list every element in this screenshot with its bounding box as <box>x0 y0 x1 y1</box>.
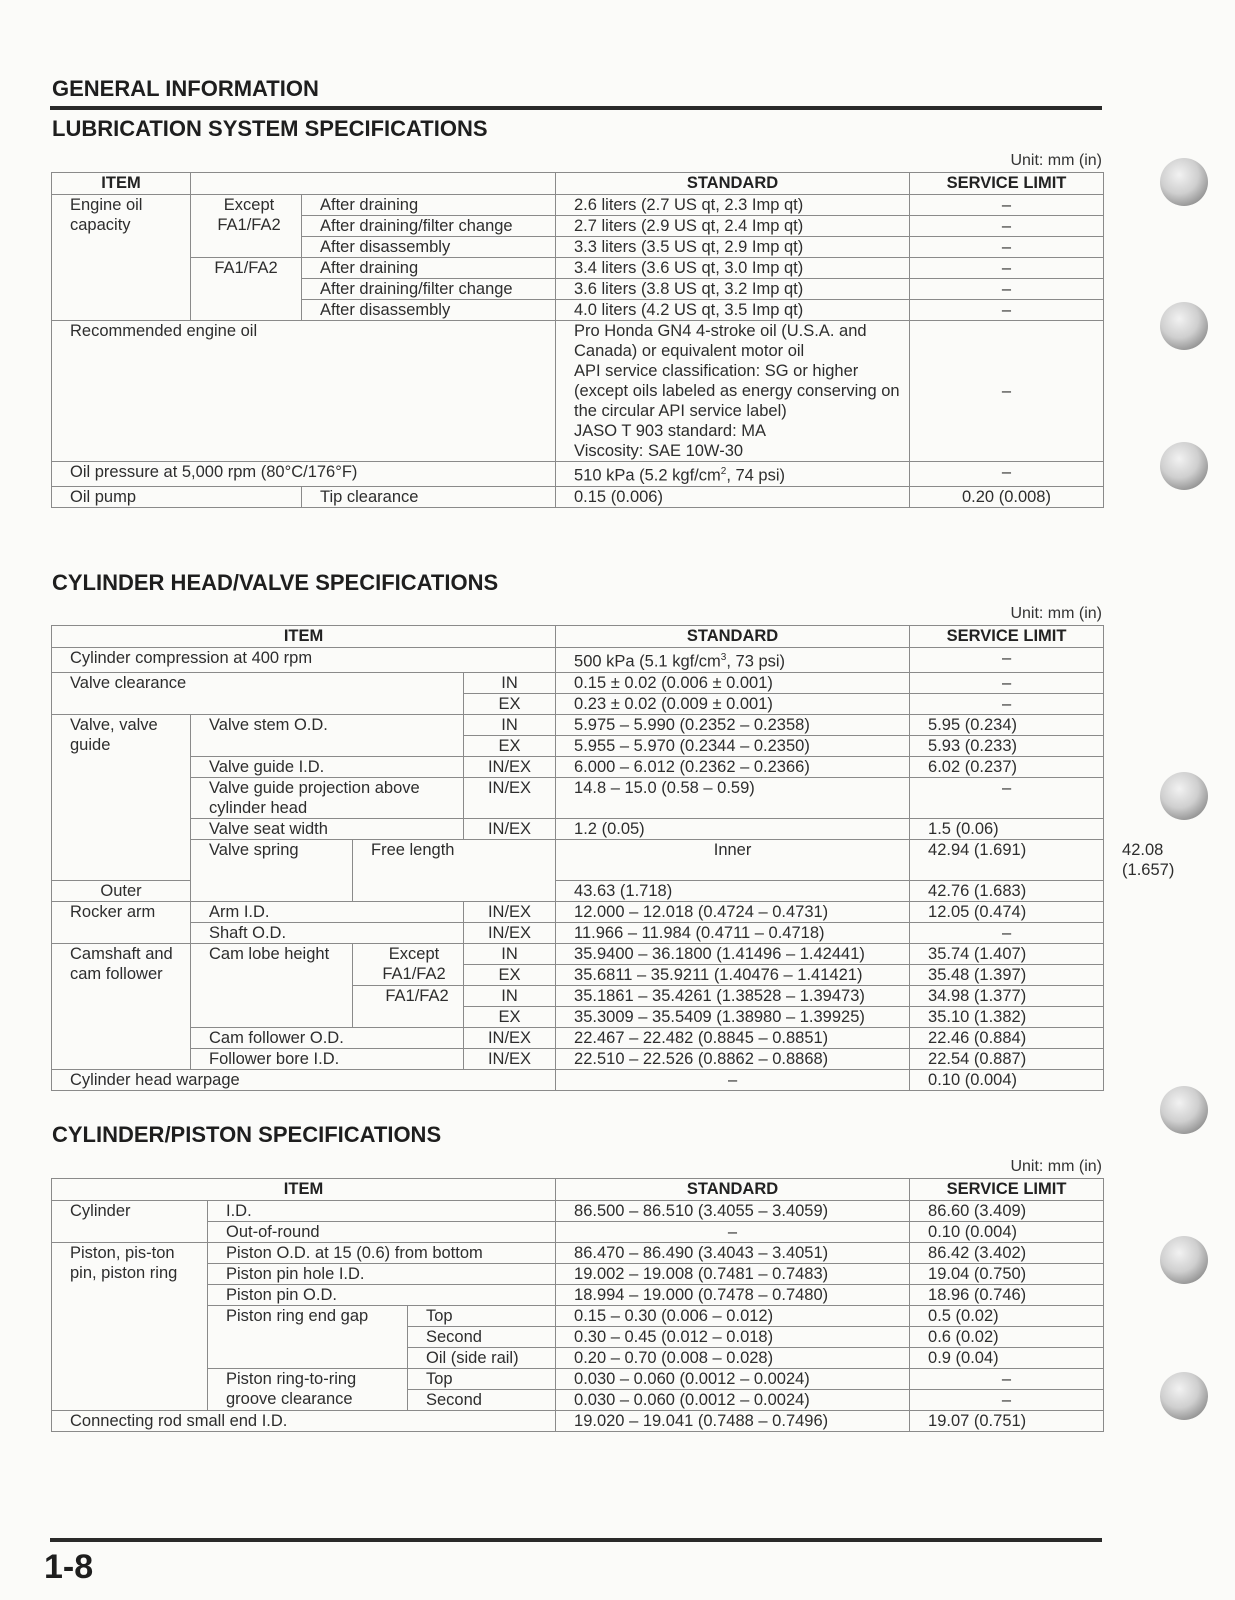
standard-cell: 86.470 – 86.490 (3.4043 – 3.4051) <box>556 1243 910 1264</box>
limit-cell: – <box>910 300 1104 321</box>
condition-cell: After draining <box>302 195 556 216</box>
standard-cell: 0.23 ± 0.02 (0.009 ± 0.001) <box>556 693 910 714</box>
standard-cell: 0.30 – 0.45 (0.012 – 0.018) <box>556 1327 910 1348</box>
limit-cell: 35.10 (1.382) <box>910 1006 1104 1027</box>
item-label: Connecting rod small end I.D. <box>52 1411 556 1432</box>
direction-cell: IN/EX <box>464 818 556 839</box>
table-row <box>52 1201 1104 1222</box>
subitem-label: Piston ring-to-ring groove clearance <box>208 1369 408 1411</box>
binder-hole-2 <box>1160 302 1208 350</box>
subitem-label: Piston pin hole I.D. <box>208 1264 556 1285</box>
standard-cell: 0.15 ± 0.02 (0.006 ± 0.001) <box>556 672 910 693</box>
direction-cell: Inner <box>556 839 910 880</box>
item-label: Cylinder compression at 400 rpm <box>52 648 556 673</box>
limit-cell: 5.95 (0.234) <box>910 714 1104 735</box>
standard-cell: 35.1861 – 35.4261 (1.38528 – 1.39473) <box>556 985 910 1006</box>
item-label: Rocker arm <box>52 901 191 943</box>
limit-cell: 0.5 (0.02) <box>910 1306 1104 1327</box>
standard-cell: 2.6 liters (2.7 US qt, 2.3 Imp qt) <box>556 195 910 216</box>
standard-cell: 3.6 liters (3.8 US qt, 3.2 Imp qt) <box>556 279 910 300</box>
limit-cell: 0.20 (0.008) <box>910 486 1104 507</box>
table-row <box>52 1285 1104 1306</box>
standard-cell <box>556 648 910 673</box>
binder-hole-4 <box>1160 772 1208 820</box>
standard-text: , 74 psi) <box>726 466 786 485</box>
limit-cell: 42.76 (1.683) <box>910 880 1104 901</box>
standard-cell: 11.966 – 11.984 (0.4711 – 0.4718) <box>556 922 910 943</box>
lubrication-title: LUBRICATION SYSTEM SPECIFICATIONS <box>52 116 488 141</box>
limit-cell: – <box>910 216 1104 237</box>
limit-cell: 22.46 (0.884) <box>910 1027 1104 1048</box>
subitem-label: Follower bore I.D. <box>191 1048 464 1069</box>
item-label: Camshaft and cam follower <box>52 943 191 1069</box>
standard-cell: 3.4 liters (3.6 US qt, 3.0 Imp qt) <box>556 258 910 279</box>
header-rule <box>50 106 1102 110</box>
table-row <box>52 714 1104 735</box>
footer-rule <box>50 1538 1102 1542</box>
table-header-row <box>52 626 1104 648</box>
page-header: GENERAL INFORMATION <box>52 76 319 101</box>
subitem-label: Cam lobe height <box>191 943 353 1027</box>
standard-cell: 3.3 liters (3.5 US qt, 2.9 Imp qt) <box>556 237 910 258</box>
lubrication-unit: Unit: mm (in) <box>1010 152 1102 169</box>
subitem-label: Cam follower O.D. <box>191 1027 464 1048</box>
recommended-oil-label: Recommended engine oil <box>52 321 556 462</box>
binder-hole-1 <box>1160 158 1208 206</box>
standard-cell: 6.000 – 6.012 (0.2362 – 0.2366) <box>556 756 910 777</box>
oil-pressure-standard <box>556 462 910 487</box>
standard-cell: 2.7 liters (2.9 US qt, 2.4 Imp qt) <box>556 216 910 237</box>
limit-cell: – <box>910 195 1104 216</box>
direction-cell: IN/EX <box>464 922 556 943</box>
binder-hole-7 <box>1160 1372 1208 1420</box>
limit-cell: 6.02 (0.237) <box>910 756 1104 777</box>
table-header-row <box>52 1179 1104 1201</box>
limit-cell: – <box>910 279 1104 300</box>
direction-cell: EX <box>464 1006 556 1027</box>
cylinder-head-title: CYLINDER HEAD/VALVE SPECIFICATIONS <box>52 570 499 595</box>
col-item: ITEM <box>52 1179 556 1201</box>
oil-pressure-label: Oil pressure at 5,000 rpm (80°C/176°F) <box>52 462 556 487</box>
table-row <box>52 321 1104 462</box>
table-row <box>52 756 1104 777</box>
recommended-oil-standard: Pro Honda GN4 4-stroke oil (U.S.A. and Canada) or equivalent motor oil API service classification: SG or higher (except oils labeled as energy conserving on the circular API service label) JASO T 903 standard: MA Viscosity: SAE 10W-30 <box>556 321 910 462</box>
table-row <box>52 1264 1104 1285</box>
limit-cell: – <box>910 672 1104 693</box>
ring-cell: Oil (side rail) <box>408 1348 556 1369</box>
cylinder-head-unit: Unit: mm (in) <box>1010 605 1102 622</box>
condition-cell: After draining/filter change <box>302 279 556 300</box>
limit-cell: 22.54 (0.887) <box>910 1048 1104 1069</box>
standard-cell: 0.15 (0.006) <box>556 486 910 507</box>
col-service-limit: SERVICE LIMIT <box>910 1179 1104 1201</box>
ring-cell: Top <box>408 1369 556 1390</box>
limit-cell: – <box>910 1390 1104 1411</box>
table-row <box>52 1306 1104 1327</box>
item-label: Cylinder <box>52 1201 208 1243</box>
item-label: Valve, valve guide <box>52 714 191 880</box>
standard-cell: 0.030 – 0.060 (0.0012 – 0.0024) <box>556 1390 910 1411</box>
limit-cell: 34.98 (1.377) <box>910 985 1104 1006</box>
direction-cell: IN/EX <box>464 1048 556 1069</box>
subitem-label: Piston ring end gap <box>208 1306 408 1369</box>
standard-text: , 73 psi) <box>726 652 786 671</box>
limit-cell: – <box>910 693 1104 714</box>
limit-cell: 35.74 (1.407) <box>910 943 1104 964</box>
item-label: Valve spring <box>191 839 353 901</box>
limit-cell: 86.42 (3.402) <box>910 1243 1104 1264</box>
subitem-label: I.D. <box>208 1201 556 1222</box>
table-row <box>52 648 1104 673</box>
subitem-label: Valve guide projection above cylinder head <box>191 777 464 818</box>
limit-cell: – <box>910 258 1104 279</box>
subitem-label: Valve stem O.D. <box>191 714 464 756</box>
condition-cell: After disassembly <box>302 300 556 321</box>
item-label: Piston, pis-ton pin, piston ring <box>52 1243 208 1411</box>
limit-cell: 18.96 (0.746) <box>910 1285 1104 1306</box>
table-row <box>52 1069 1104 1090</box>
cylinder-piston-title: CYLINDER/PISTON SPECIFICATIONS <box>52 1122 442 1147</box>
table-row <box>52 462 1104 487</box>
direction-cell: Outer <box>52 880 191 901</box>
table-row <box>52 672 1104 693</box>
limit-cell: 19.07 (0.751) <box>910 1411 1104 1432</box>
direction-cell: IN/EX <box>464 1027 556 1048</box>
direction-cell: IN <box>464 714 556 735</box>
binder-hole-5 <box>1160 1086 1208 1134</box>
standard-cell: 22.510 – 22.526 (0.8862 – 0.8868) <box>556 1048 910 1069</box>
direction-cell: IN/EX <box>464 777 556 818</box>
superscript: 2 <box>720 466 727 477</box>
condition-cell: After draining <box>302 258 556 279</box>
table-row <box>52 901 1104 922</box>
standard-cell: 35.6811 – 35.9211 (1.40476 – 1.41421) <box>556 964 910 985</box>
limit-cell: – <box>910 462 1104 487</box>
col-item: ITEM <box>52 173 191 195</box>
limit-cell: 0.10 (0.004) <box>910 1222 1104 1243</box>
table-row <box>52 1027 1104 1048</box>
subitem-label: Valve seat width <box>191 818 464 839</box>
standard-cell: 43.63 (1.718) <box>556 880 910 901</box>
standard-cell: 42.94 (1.691) <box>910 839 1104 880</box>
subitem-label: Arm I.D. <box>191 901 464 922</box>
direction-cell: IN <box>464 672 556 693</box>
limit-cell: – <box>910 321 1104 462</box>
binder-hole-3 <box>1160 442 1208 490</box>
direction-cell: IN/EX <box>464 756 556 777</box>
standard-cell: 1.2 (0.05) <box>556 818 910 839</box>
col-standard: STANDARD <box>556 626 910 648</box>
standard-cell: 5.975 – 5.990 (0.2352 – 0.2358) <box>556 714 910 735</box>
direction-cell: IN/EX <box>464 901 556 922</box>
table-row: Valve spring Free length Inner 42.94 (1.691) 42.08 (1.657) <box>52 839 1104 880</box>
direction-cell: EX <box>464 693 556 714</box>
standard-cell: 12.000 – 12.018 (0.4724 – 0.4731) <box>556 901 910 922</box>
col-item: ITEM <box>52 626 556 648</box>
limit-cell: – <box>910 777 1104 818</box>
standard-cell: 35.3009 – 35.5409 (1.38980 – 1.39925) <box>556 1006 910 1027</box>
superscript: 3 <box>720 652 727 663</box>
direction-cell: IN <box>464 943 556 964</box>
oil-pump-label: Oil pump <box>52 486 302 507</box>
direction-cell: EX <box>464 964 556 985</box>
subitem-label: Piston O.D. at 15 (0.6) from bottom <box>208 1243 556 1264</box>
col-standard: STANDARD <box>556 173 910 195</box>
cylinder-piston-table <box>51 1178 1104 1432</box>
variant-label: FA1/FA2 <box>353 985 464 1027</box>
subitem-label: Shaft O.D. <box>191 922 464 943</box>
standard-cell: 5.955 – 5.970 (0.2344 – 0.2350) <box>556 735 910 756</box>
standard-cell: 14.8 – 15.0 (0.58 – 0.59) <box>556 777 910 818</box>
page-number: 1-8 <box>44 1548 94 1586</box>
ring-cell: Second <box>408 1390 556 1411</box>
standard-cell: 0.15 – 0.30 (0.006 – 0.012) <box>556 1306 910 1327</box>
standard-cell: 0.20 – 0.70 (0.008 – 0.028) <box>556 1348 910 1369</box>
standard-cell: 4.0 liters (4.2 US qt, 3.5 Imp qt) <box>556 300 910 321</box>
limit-cell: – <box>910 648 1104 673</box>
item-label: Valve clearance <box>52 672 464 714</box>
table-row <box>52 258 1104 279</box>
item-label: Cylinder head warpage <box>52 1069 556 1090</box>
table-row <box>52 1222 1104 1243</box>
subitem-label: Out-of-round <box>208 1222 556 1243</box>
standard-cell: 18.994 – 19.000 (0.7478 – 0.7480) <box>556 1285 910 1306</box>
direction-cell: EX <box>464 735 556 756</box>
subitem-label: Valve guide I.D. <box>191 756 464 777</box>
table-row <box>52 1243 1104 1264</box>
table-row <box>52 818 1104 839</box>
col-service-limit: SERVICE LIMIT <box>910 626 1104 648</box>
standard-text: 500 kPa (5.1 kgf/cm <box>574 652 721 671</box>
table-row <box>52 1411 1104 1432</box>
variant-label: Except FA1/FA2 <box>353 943 464 985</box>
lubrication-table <box>51 172 1104 508</box>
table-row <box>52 1369 1104 1390</box>
standard-cell: 22.467 – 22.482 (0.8845 – 0.8851) <box>556 1027 910 1048</box>
limit-cell: 1.5 (0.06) <box>910 818 1104 839</box>
cylinder-head-table <box>51 625 1175 1091</box>
standard-text: 510 kPa (5.2 kgf/cm <box>574 466 721 485</box>
table-row <box>52 943 1104 964</box>
standard-cell: 0.030 – 0.060 (0.0012 – 0.0024) <box>556 1369 910 1390</box>
table-row <box>52 1048 1104 1069</box>
condition-cell: After disassembly <box>302 237 556 258</box>
limit-cell: 0.10 (0.004) <box>910 1069 1104 1090</box>
fa-label: FA1/FA2 <box>191 258 302 321</box>
limit-cell: 0.6 (0.02) <box>910 1327 1104 1348</box>
limit-cell: 35.48 (1.397) <box>910 964 1104 985</box>
standard-cell: – <box>556 1222 910 1243</box>
ring-cell: Second <box>408 1327 556 1348</box>
subitem-label: Free length <box>353 839 556 901</box>
condition-cell: After draining/filter change <box>302 216 556 237</box>
binder-hole-6 <box>1160 1236 1208 1284</box>
limit-cell: 12.05 (0.474) <box>910 901 1104 922</box>
limit-cell: – <box>910 1369 1104 1390</box>
direction-cell: IN <box>464 985 556 1006</box>
table-row <box>52 777 1104 818</box>
subitem-label: Piston pin O.D. <box>208 1285 556 1306</box>
table-header-row <box>52 173 1104 195</box>
standard-cell: – <box>556 1069 910 1090</box>
condition-cell: Tip clearance <box>302 486 556 507</box>
limit-cell: 19.04 (0.750) <box>910 1264 1104 1285</box>
standard-cell: 35.9400 – 36.1800 (1.41496 – 1.42441) <box>556 943 910 964</box>
limit-cell: – <box>910 237 1104 258</box>
cylinder-piston-unit: Unit: mm (in) <box>1010 1158 1102 1175</box>
table-row <box>52 922 1104 943</box>
standard-cell: 19.020 – 19.041 (0.7488 – 0.7496) <box>556 1411 910 1432</box>
except-fa-label: Except FA1/FA2 <box>191 195 302 258</box>
ring-cell: Top <box>408 1306 556 1327</box>
standard-cell: 86.500 – 86.510 (3.4055 – 3.4059) <box>556 1201 910 1222</box>
limit-cell: 5.93 (0.233) <box>910 735 1104 756</box>
limit-cell: 86.60 (3.409) <box>910 1201 1104 1222</box>
engine-oil-capacity-label: Engine oil capacity <box>52 195 191 321</box>
limit-cell: 0.9 (0.04) <box>910 1348 1104 1369</box>
table-row <box>52 486 1104 507</box>
col-service-limit: SERVICE LIMIT <box>910 173 1104 195</box>
table-row <box>52 195 1104 216</box>
limit-cell: – <box>910 922 1104 943</box>
standard-cell: 19.002 – 19.008 (0.7481 – 0.7483) <box>556 1264 910 1285</box>
col-standard: STANDARD <box>556 1179 910 1201</box>
